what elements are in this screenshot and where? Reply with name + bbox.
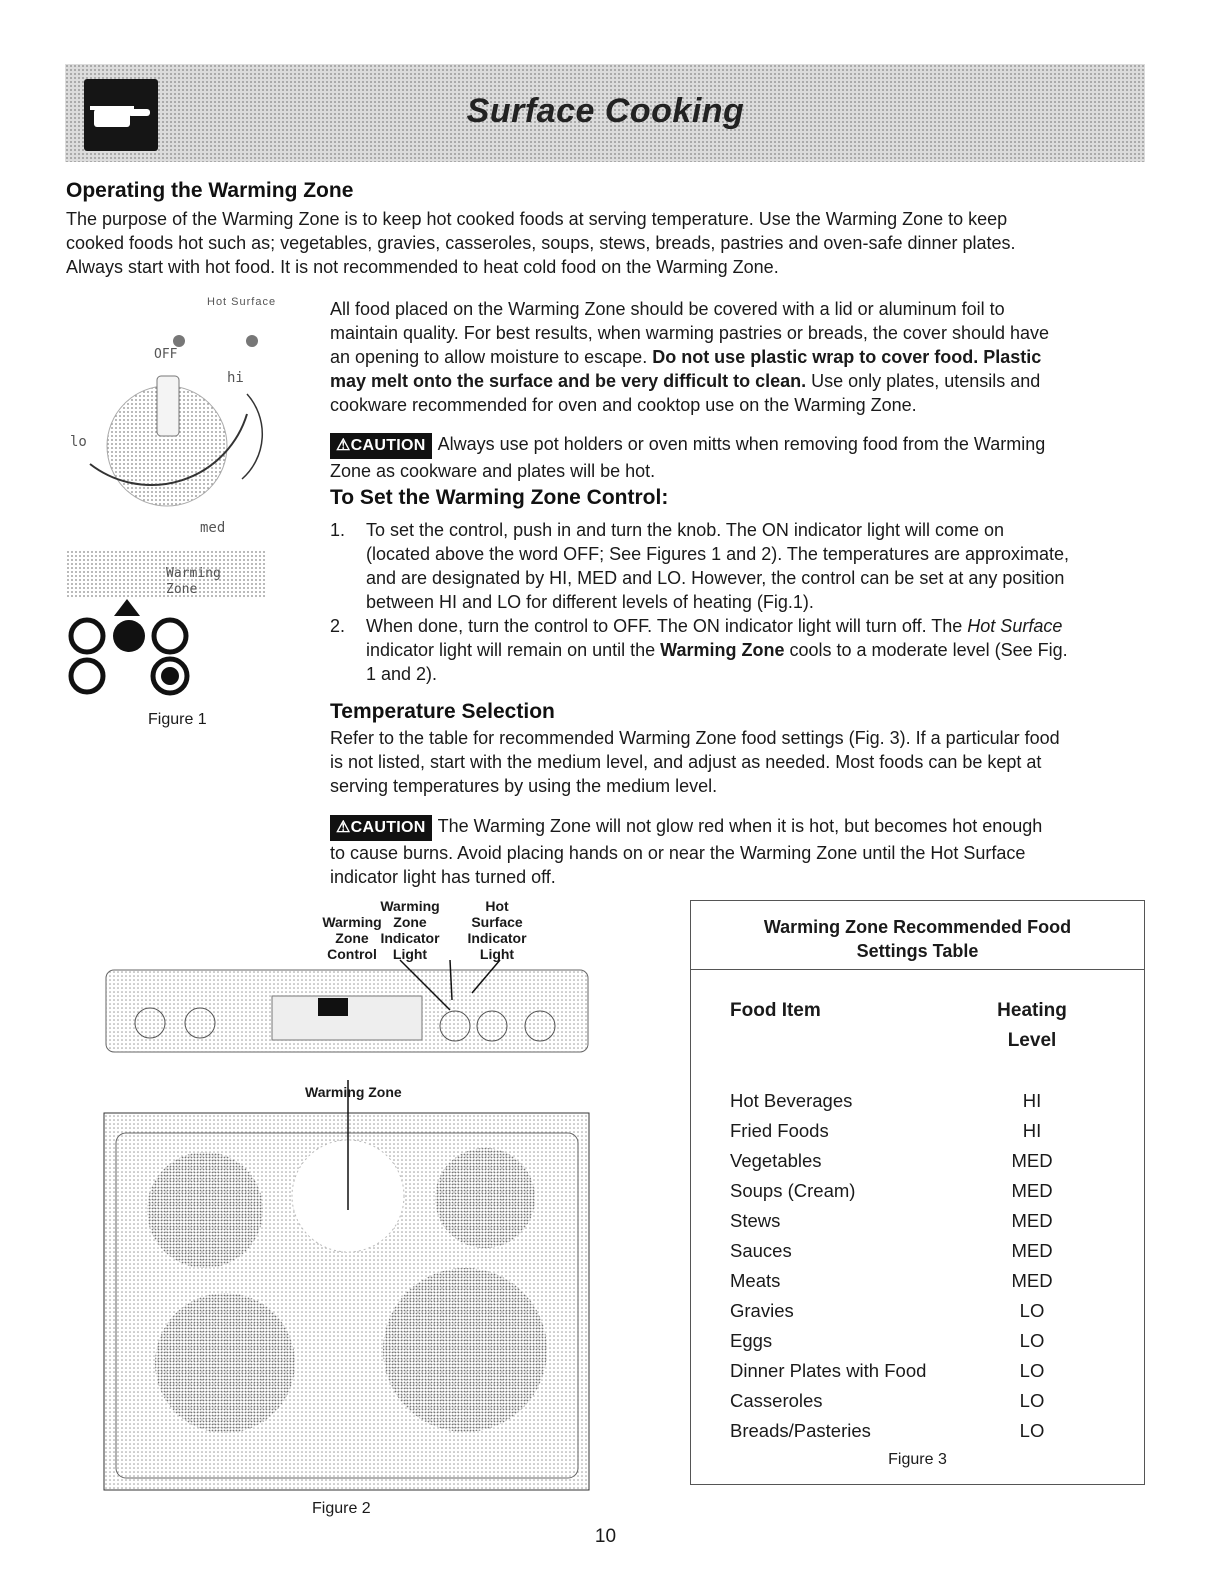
temp-line-2: is not listed, start with the medium level, and adjust as needed. Most foods can be kept at <box>330 752 1042 772</box>
label-indicator-1: Warming <box>380 898 440 914</box>
step2-line-3: 1 and 2). <box>366 664 438 684</box>
table-title-line-2: Settings Table <box>856 941 979 961</box>
step-1 <box>330 518 1150 614</box>
para2-line-3 <box>330 345 1150 369</box>
label-hot-1: Hot <box>485 898 509 914</box>
zone-label: Zone <box>166 582 198 597</box>
hot-surface-label: Hot Surface <box>207 296 277 308</box>
knob-diagram <box>62 294 302 734</box>
label-warming-zone: Warming Zone <box>305 1084 402 1100</box>
col-header-heating <box>992 996 1072 1056</box>
table-row <box>730 1416 1110 1446</box>
intro-line-3: Always start with hot food. It is not recommended to heat cold food on the Warming Zone. <box>66 257 779 277</box>
table-row <box>730 1266 1110 1296</box>
food-item: Eggs <box>730 1330 773 1351</box>
step1-line-4: between HI and LO for different levels of heating (Fig.1). <box>366 592 814 612</box>
food-item: Dinner Plates with Food <box>730 1360 927 1381</box>
lo-label: lo <box>70 434 87 450</box>
heating-level: LO <box>1019 1330 1045 1351</box>
table-row <box>730 1296 1110 1326</box>
temperature-heading: Temperature Selection <box>330 700 555 723</box>
section-heading: Operating the Warming Zone <box>66 179 354 202</box>
caution-2 <box>330 814 1150 889</box>
para2-line-2: maintain quality. For best results, when warming pastries or breads, the cover should have <box>330 323 1050 343</box>
food-item: Fried Foods <box>730 1120 829 1141</box>
table-title <box>691 915 1144 963</box>
food-item: Meats <box>730 1270 781 1291</box>
food-item: Hot Beverages <box>730 1090 853 1111</box>
page-title: Surface Cooking <box>466 92 745 130</box>
label-hot-4: Light <box>479 946 515 962</box>
label-control-1: Warming <box>322 914 382 930</box>
caution1-line-1: Always use pot holders or oven mitts when removing food from the Warming <box>437 434 1046 454</box>
caution-badge-2: ⚠CAUTION <box>330 815 432 841</box>
burner-left-rear <box>147 1152 263 1268</box>
table-row <box>730 1086 1110 1116</box>
para2-line-4 <box>330 369 1150 393</box>
step2-line-1 <box>366 614 1150 638</box>
label-indicator-4: Light <box>392 946 428 962</box>
table-row <box>730 1356 1110 1386</box>
step2-line-2 <box>366 638 1150 662</box>
steps-list <box>330 518 1150 686</box>
food-settings-table <box>690 900 1145 1485</box>
food-item: Breads/Pasteries <box>730 1420 871 1441</box>
heating-level: LO <box>1019 1360 1045 1381</box>
step2-text-a: When done, turn the control to OFF. The ON indicator light will turn off. The <box>366 616 968 636</box>
section-operating <box>66 179 1146 279</box>
indicator-light-1 <box>173 335 185 347</box>
step1-line-3: and are designated by HI, MED and LO. However, the control can be set at any position <box>366 568 1065 588</box>
on-indicator-icon <box>113 620 145 652</box>
heating-level: MED <box>1011 1240 1053 1261</box>
figure-2-caption: Figure 2 <box>312 1500 371 1517</box>
label-indicator-2: Zone <box>393 914 427 930</box>
para2-line-4b: Use only plates, utensils and <box>806 371 1041 391</box>
med-label: med <box>200 520 226 536</box>
label-control-3: Control <box>327 946 377 962</box>
para2-warning-a: Do not use plastic wrap to cover food. Plastic <box>652 347 1042 367</box>
step2-italic: Hot Surface <box>967 616 1063 636</box>
label-control-lines <box>312 914 392 962</box>
temp-line-1: Refer to the table for recommended Warming Zone food settings (Fig. 3). If a particular food <box>330 728 1060 748</box>
section-temperature <box>330 700 1150 798</box>
hi-label: hi <box>227 370 244 386</box>
indicator-light-2 <box>246 335 258 347</box>
caution1-line-2: Zone as cookware and plates will be hot. <box>330 461 656 481</box>
heating-level: MED <box>1011 1270 1053 1291</box>
label-hot <box>452 898 542 962</box>
food-item: Gravies <box>730 1300 794 1321</box>
label-control-2: Zone <box>335 930 369 946</box>
caution-badge-2-text: CAUTION <box>350 819 426 836</box>
step2-bold: Warming Zone <box>660 640 785 660</box>
heating-level: LO <box>1019 1390 1045 1411</box>
heating-level: HI <box>1022 1120 1042 1141</box>
label-indicator-3: Indicator <box>380 930 440 946</box>
arrow-up-icon <box>114 599 140 616</box>
step1-line-2: (located above the word OFF; See Figures 1 and 2). The temperatures are approximate, <box>366 544 1070 564</box>
caution2-line-1: The Warming Zone will not glow red when it is hot, but becomes hot enough <box>437 816 1043 836</box>
heating-level: LO <box>1019 1420 1045 1441</box>
temp-line-3: serving temperatures by using the medium level. <box>330 776 718 796</box>
step2-text-b-end: cools to a moderate level (See Fig. <box>784 640 1068 660</box>
table-row <box>730 1176 1110 1206</box>
label-hot-3: Indicator <box>467 930 527 946</box>
food-item: Sauces <box>730 1240 792 1261</box>
label-hot-2: Surface <box>471 914 523 930</box>
display <box>318 998 348 1016</box>
burner-right-rear <box>435 1148 535 1248</box>
caution2-line-3: indicator light has turned off. <box>330 867 556 887</box>
step-2-number: 2. <box>330 616 346 636</box>
caution-badge-1: ⚠CAUTION <box>330 433 432 459</box>
food-item: Casseroles <box>730 1390 823 1411</box>
figure-1-caption: Figure 1 <box>148 711 207 728</box>
col-header-heating-2: Level <box>1007 1030 1057 1051</box>
para2-line-1: All food placed on the Warming Zone should be covered with a lid or aluminum foil to <box>330 299 1005 319</box>
table-row <box>730 1326 1110 1356</box>
burner-left-front <box>155 1293 295 1433</box>
caution-badge-1-text: CAUTION <box>350 437 426 454</box>
para2-warning-b: may melt onto the surface and be very difficult to clean. <box>330 371 807 391</box>
section-set-control <box>330 486 1150 686</box>
page-number: 10 <box>594 1526 617 1547</box>
set-control-heading: To Set the Warming Zone Control: <box>330 486 669 509</box>
col-header-food: Food Item <box>730 1000 821 1021</box>
figure-2 <box>100 898 595 1528</box>
step-2 <box>330 614 1150 686</box>
food-item: Vegetables <box>730 1150 822 1171</box>
intro-line-1: The purpose of the Warming Zone is to keep hot cooked foods at serving temperature. Use the Warming Zone to keep <box>66 209 1008 229</box>
knob-handle <box>157 376 179 436</box>
table-divider <box>691 969 1144 970</box>
warming-label: Warming <box>166 566 221 581</box>
table-row <box>730 1206 1110 1236</box>
off-label: OFF <box>154 347 178 362</box>
food-item: Stews <box>730 1210 781 1231</box>
table-row <box>730 1236 1110 1266</box>
para2-line-3a: an opening to allow moisture to escape. <box>330 347 653 367</box>
col-header-heating-1: Heating <box>997 1000 1067 1021</box>
heating-level: LO <box>1019 1300 1045 1321</box>
heating-level: HI <box>1022 1090 1042 1111</box>
step-1-number: 1. <box>330 520 346 540</box>
paragraph-covering <box>330 297 1150 417</box>
heating-level: MED <box>1011 1180 1053 1201</box>
intro-line-2: cooked foods hot such as; vegetables, gravies, casseroles, soups, stews, breads, pastries and oven-safe dinner plates. <box>66 233 1016 253</box>
figure-1 <box>62 294 302 734</box>
caution-1 <box>330 432 1150 483</box>
cooktop-diagram <box>100 898 595 1498</box>
table-row <box>730 1386 1110 1416</box>
step2-text-b: indicator light will remain on until the <box>366 640 661 660</box>
table-row <box>730 1116 1110 1146</box>
food-item: Soups (Cream) <box>730 1180 856 1201</box>
heating-level: MED <box>1011 1210 1053 1231</box>
burner-right-front <box>383 1268 547 1432</box>
para2-line-5: cookware recommended for oven and cooktop use on the Warming Zone. <box>330 395 917 415</box>
caution2-line-2: to cause burns. Avoid placing hands on or near the Warming Zone until the Hot Surface <box>330 843 1026 863</box>
step1-line-1: To set the control, push in and turn the knob. The ON indicator light will come on <box>366 520 1005 540</box>
table-row <box>730 1146 1110 1176</box>
figure-3-caption: Figure 3 <box>888 1451 947 1468</box>
table-title-line-1: Warming Zone Recommended Food <box>763 917 1072 937</box>
heating-level: MED <box>1011 1150 1053 1171</box>
